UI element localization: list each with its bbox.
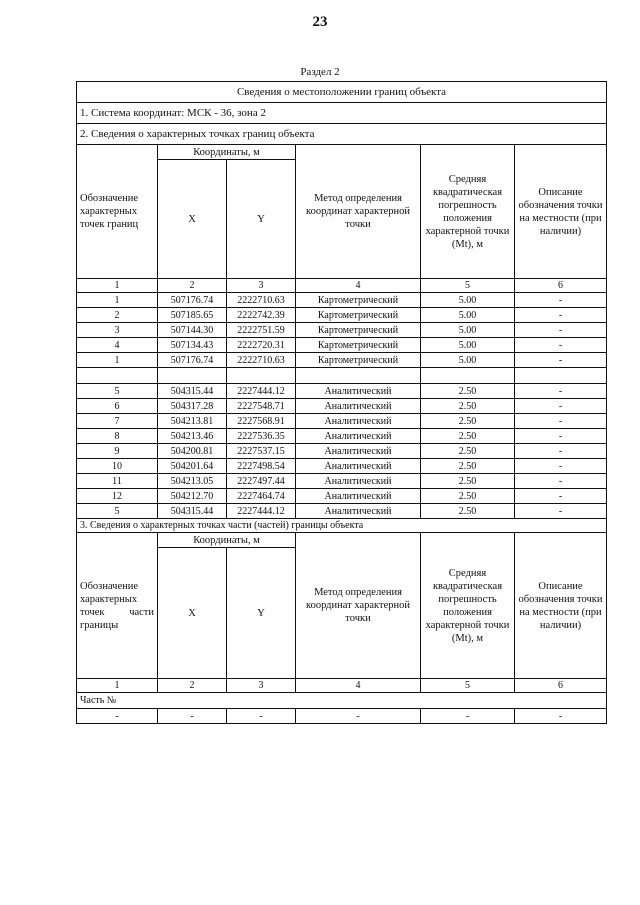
table-row xyxy=(77,489,607,504)
table-cell: 2.50 xyxy=(421,459,515,474)
table-cell: 5 xyxy=(77,384,158,399)
col-number: 2 xyxy=(158,279,227,293)
table-cell: 2227548.71 xyxy=(227,399,296,414)
table-cell: 2227537.15 xyxy=(227,444,296,459)
table-cell: 2227498.54 xyxy=(227,459,296,474)
table-cell: 507176.74 xyxy=(158,293,227,308)
part-row xyxy=(77,709,607,724)
table-cell: 11 xyxy=(77,474,158,489)
table-cell: 2222720.31 xyxy=(227,338,296,353)
section-title: Раздел 2 xyxy=(300,66,340,78)
table-row xyxy=(77,414,607,429)
table-cell: 2.50 xyxy=(421,504,515,519)
points-group-2 xyxy=(77,384,607,519)
table-cell: 504317.28 xyxy=(158,399,227,414)
header-x: X xyxy=(158,160,227,279)
header2-x: X xyxy=(158,548,227,679)
table-cell: 504201.64 xyxy=(158,459,227,474)
table-row xyxy=(77,399,607,414)
part-cell: - xyxy=(421,709,515,724)
table-cell: 5 xyxy=(77,504,158,519)
table-cell: 507144.30 xyxy=(158,323,227,338)
column-numbers-row-2 xyxy=(77,679,607,693)
header-y: Y xyxy=(227,160,296,279)
table-cell: 8 xyxy=(77,429,158,444)
table-cell: Аналитический xyxy=(296,489,421,504)
table-cell: 12 xyxy=(77,489,158,504)
table-cell: 504315.44 xyxy=(158,504,227,519)
table-cell: 2222751.59 xyxy=(227,323,296,338)
table-cell: Аналитический xyxy=(296,474,421,489)
part-label: Часть № xyxy=(77,693,607,709)
group-separator xyxy=(77,368,607,384)
table-cell: 4 xyxy=(77,338,158,353)
table-cell: 1 xyxy=(77,353,158,368)
table-cell: 2.50 xyxy=(421,444,515,459)
col-number: 6 xyxy=(515,279,607,293)
table-cell: 2.50 xyxy=(421,384,515,399)
table-cell: 2222742.39 xyxy=(227,308,296,323)
col-number: 1 xyxy=(77,279,158,293)
col-number: 1 xyxy=(77,679,158,693)
table-cell: 2.50 xyxy=(421,399,515,414)
col-number: 3 xyxy=(227,279,296,293)
table-cell: 10 xyxy=(77,459,158,474)
table-cell: Картометрический xyxy=(296,323,421,338)
header2-coords: Координаты, м xyxy=(158,533,296,548)
table-cell: - xyxy=(515,504,607,519)
table-cell: Картометрический xyxy=(296,338,421,353)
table-cell: - xyxy=(515,384,607,399)
table-row xyxy=(77,474,607,489)
table-cell: 507185.65 xyxy=(158,308,227,323)
section3-title: 3. Сведения о характерных точках части (частей) границы объекта xyxy=(77,519,607,533)
part-cell: - xyxy=(158,709,227,724)
part-cell: - xyxy=(227,709,296,724)
table-cell: 2227568.91 xyxy=(227,414,296,429)
table-cell: 2 xyxy=(77,308,158,323)
table-cell: Аналитический xyxy=(296,429,421,444)
column-numbers-row xyxy=(77,279,607,293)
table-cell: 507134.43 xyxy=(158,338,227,353)
table-cell: - xyxy=(515,429,607,444)
header-method: Метод определения координат характерной точки xyxy=(296,145,421,279)
header2-error: Средняя квадратическая погрешность положения характерной точки (Mt), м xyxy=(421,533,515,679)
coord-system: 1. Система координат: МСК - 36, зона 2 xyxy=(77,103,607,124)
points-group-1 xyxy=(77,293,607,368)
table-cell: 507176.74 xyxy=(158,353,227,368)
table-cell: 6 xyxy=(77,399,158,414)
header-coords: Координаты, м xyxy=(158,145,296,160)
table-cell: - xyxy=(515,353,607,368)
table-row xyxy=(77,459,607,474)
table-cell: 7 xyxy=(77,414,158,429)
table-row xyxy=(77,429,607,444)
table-cell: - xyxy=(515,489,607,504)
table-cell: 504213.46 xyxy=(158,429,227,444)
col-number: 2 xyxy=(158,679,227,693)
table-cell: Картометрический xyxy=(296,293,421,308)
table-cell: 2227464.74 xyxy=(227,489,296,504)
table-row xyxy=(77,504,607,519)
table-cell: 2.50 xyxy=(421,474,515,489)
table-row xyxy=(77,308,607,323)
table-cell: Аналитический xyxy=(296,384,421,399)
table-cell: Картометрический xyxy=(296,308,421,323)
col-number: 6 xyxy=(515,679,607,693)
table-title: Сведения о местоположении границ объекта xyxy=(77,82,607,103)
table-cell: Картометрический xyxy=(296,353,421,368)
table-cell: 9 xyxy=(77,444,158,459)
table-cell: 2.50 xyxy=(421,414,515,429)
table-cell: 5.00 xyxy=(421,338,515,353)
table-cell: 2227444.12 xyxy=(227,504,296,519)
col-number: 4 xyxy=(296,679,421,693)
table-cell: Аналитический xyxy=(296,504,421,519)
table-cell: - xyxy=(515,474,607,489)
table-cell: - xyxy=(515,444,607,459)
header2-description: Описание обозначения точки на местности (при наличии) xyxy=(515,533,607,679)
table-cell: Аналитический xyxy=(296,414,421,429)
table-cell: Аналитический xyxy=(296,459,421,474)
table-cell: 504315.44 xyxy=(158,384,227,399)
header-designation: Обозначение характерных точек границ xyxy=(77,145,158,279)
table-cell: - xyxy=(515,459,607,474)
table-cell: - xyxy=(515,414,607,429)
table-cell: Аналитический xyxy=(296,399,421,414)
table-cell: 2227444.12 xyxy=(227,384,296,399)
part-cell: - xyxy=(77,709,158,724)
part-cell: - xyxy=(296,709,421,724)
table-cell: 5.00 xyxy=(421,353,515,368)
table-cell: 5.00 xyxy=(421,323,515,338)
table-cell: 1 xyxy=(77,293,158,308)
table-row xyxy=(77,338,607,353)
table-cell: 504212.70 xyxy=(158,489,227,504)
table-cell: 504213.05 xyxy=(158,474,227,489)
table-cell: 504200.81 xyxy=(158,444,227,459)
table-cell: - xyxy=(515,399,607,414)
table-cell: 2.50 xyxy=(421,429,515,444)
table-cell: - xyxy=(515,323,607,338)
table-cell: - xyxy=(515,293,607,308)
section2-title: 2. Сведения о характерных точках границ объекта xyxy=(77,124,607,145)
header-error: Средняя квадратическая погрешность положения характерной точки (Mt), м xyxy=(421,145,515,279)
table-row xyxy=(77,323,607,338)
table-row xyxy=(77,384,607,399)
table-cell: 2227536.35 xyxy=(227,429,296,444)
header-description: Описание обозначения точки на местности (при наличии) xyxy=(515,145,607,279)
page-number: 23 xyxy=(312,14,328,30)
table-row xyxy=(77,293,607,308)
table-cell: 5.00 xyxy=(421,293,515,308)
table-cell: - xyxy=(515,308,607,323)
header2-designation: Обозначение характерных точек части границы xyxy=(77,533,158,679)
part-cell: - xyxy=(515,709,607,724)
table-row xyxy=(77,353,607,368)
table-cell: 2227497.44 xyxy=(227,474,296,489)
table-cell: 504213.81 xyxy=(158,414,227,429)
col-number: 3 xyxy=(227,679,296,693)
table-cell: 2.50 xyxy=(421,489,515,504)
table-cell: 2222710.63 xyxy=(227,353,296,368)
header2-y: Y xyxy=(227,548,296,679)
table-cell: 2222710.63 xyxy=(227,293,296,308)
table-cell: 5.00 xyxy=(421,308,515,323)
boundary-table xyxy=(76,81,607,724)
table-cell: - xyxy=(515,338,607,353)
header2-method: Метод определения координат характерной точки xyxy=(296,533,421,679)
table-cell: 3 xyxy=(77,323,158,338)
col-number: 5 xyxy=(421,679,515,693)
col-number: 5 xyxy=(421,279,515,293)
table-row xyxy=(77,444,607,459)
col-number: 4 xyxy=(296,279,421,293)
table-cell: Аналитический xyxy=(296,444,421,459)
